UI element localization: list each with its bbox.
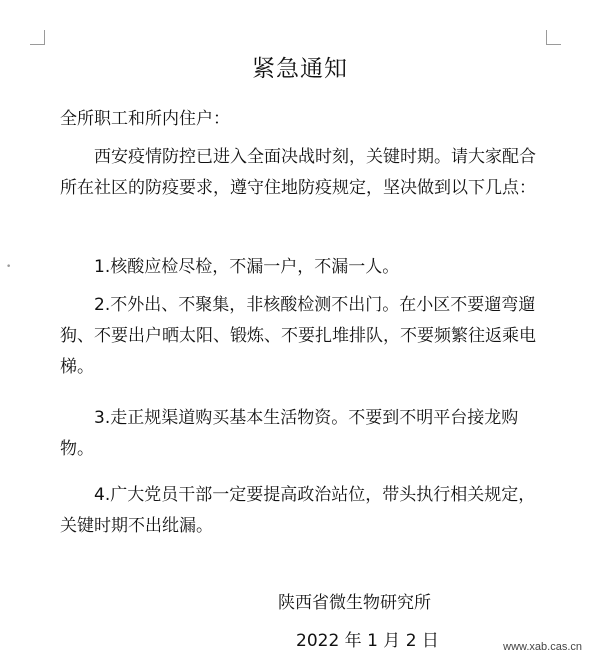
notice-item-1: 1.核酸应检尽检，不漏一户，不漏一人。 [94, 257, 400, 277]
notice-item-4: 4.广大党员干部一定要提高政治站位，带头执行相关规定，关键时期不出纰漏。 [60, 485, 536, 536]
notice-item-3: 3.走正规渠道购买基本生活物资。不要到不明平台接龙购物。 [60, 408, 519, 459]
issuer-signature: 陕西省微生物研究所 [278, 593, 431, 613]
salutation: 全所职工和所内住户： [60, 109, 230, 129]
intro-paragraph: 西安疫情防控已进入全面决战时刻，关键时期。请大家配合所在社区的防疫要求，遵守住地防疫规定，坚决做到以下几点： [60, 147, 536, 198]
margin-marker-icon: • [6, 262, 12, 272]
notice-item-2: 2.不外出、不聚集，非核酸检测不出门。在小区不要遛弯遛狗、不要出户晒太阳、锻炼、不要扎堆排队，不要频繁往返乘电梯。 [60, 295, 536, 377]
page-corner-mark-top-left [30, 30, 45, 45]
issue-date: 2022 年 1 月 2 日 [296, 631, 439, 651]
page-corner-mark-top-right [546, 30, 561, 45]
notice-title: 紧急通知 [252, 56, 348, 82]
site-watermark: www.xab.cas.cn [503, 641, 582, 653]
